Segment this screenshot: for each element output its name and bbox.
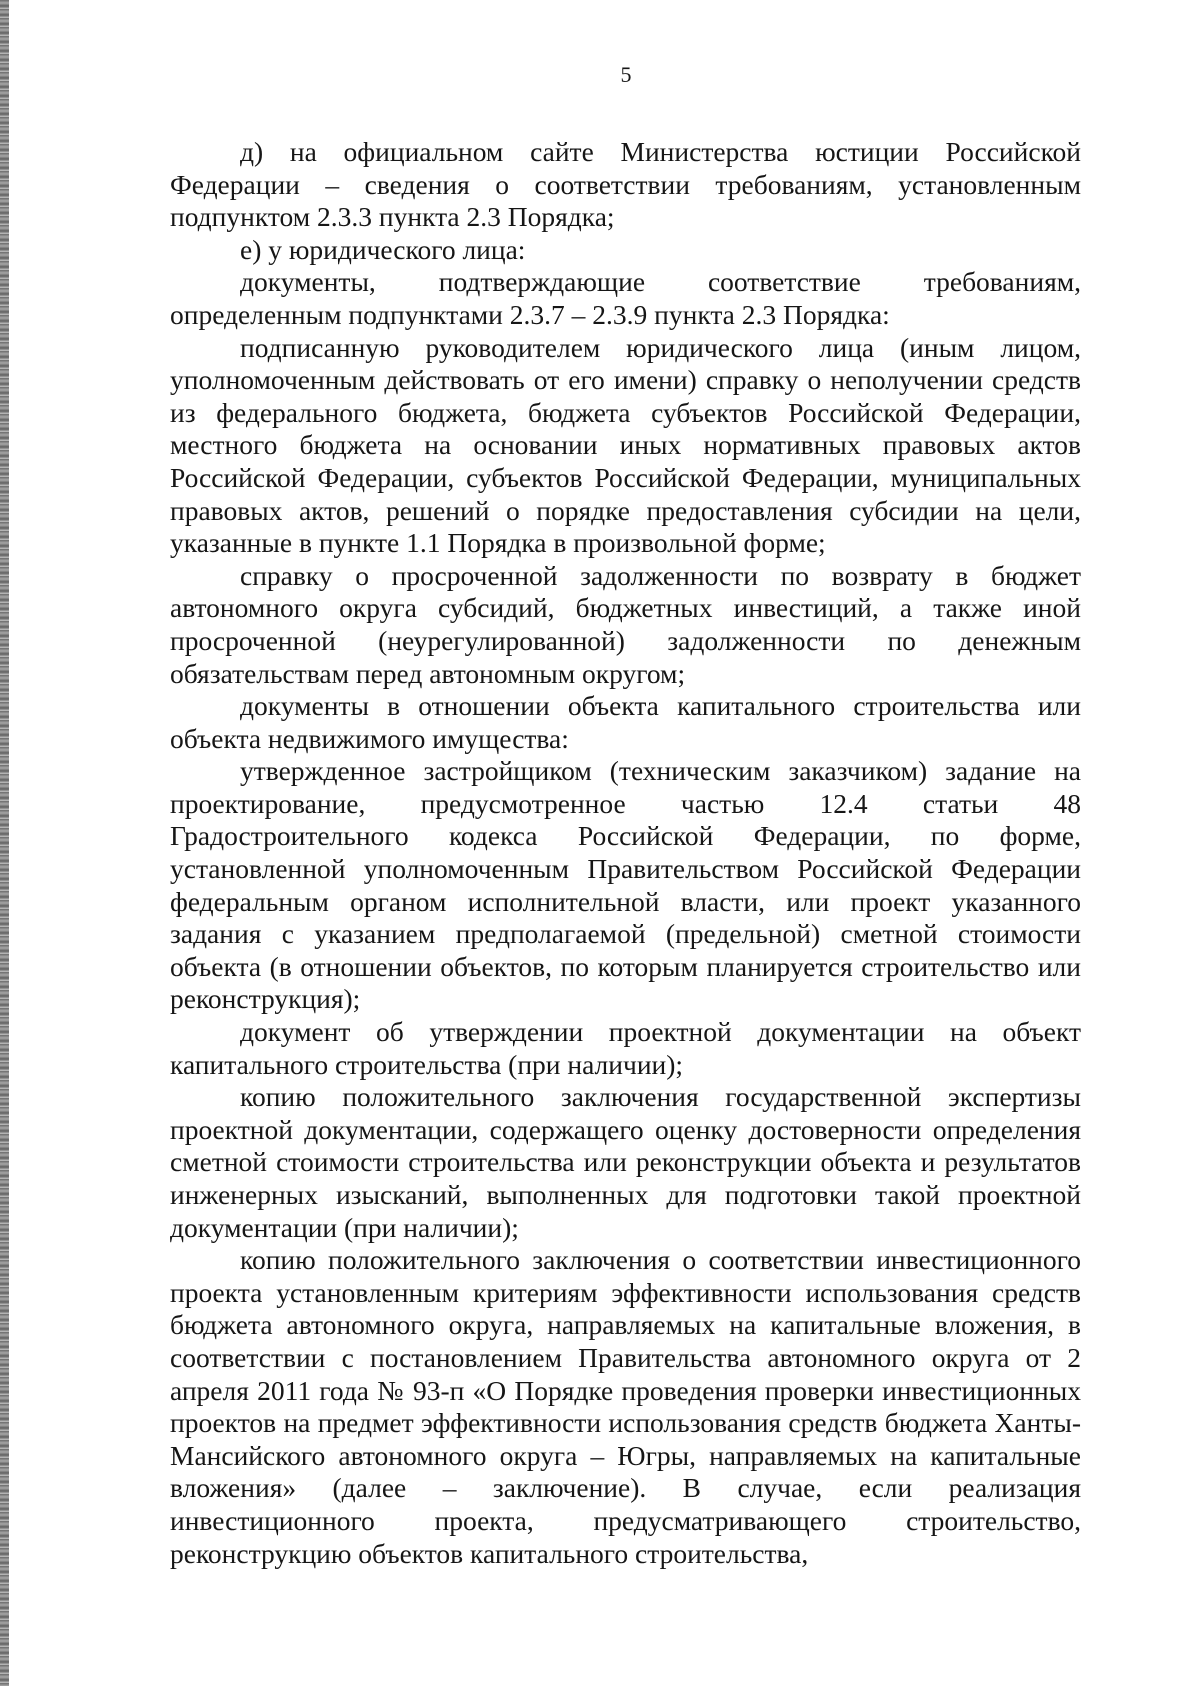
document-body xyxy=(170,136,1081,1570)
paragraph-overdue-debt-certificate: справку о просроченной задолженности по возврату в бюджет автономного округа субсидий, бюджетных инвестиций, а также иной просроченной (неурегулированной) задолженности по денежным обязательствам перед автономным округом; xyxy=(170,559,1081,689)
page-number: 5 xyxy=(620,62,632,87)
paragraph-object-documents: документы в отношении объекта капитального строительства или объекта недвижимого имущества: xyxy=(170,690,1081,754)
paragraph-investment-conclusion: копию положительного заключения о соответствии инвестиционного проекта установленным критериям эффективности использования средств бюджета автономного округа, направляемых на капитальные вложения, в соответствии с постановлением Правительства автономного округа от 2 апреля 2011 года № 93-п «О Порядке проведения проверки инвестиционных проектов на предмет эффективности использования средств бюджета Ханты-Мансийского автономного округа – Югры, направляемых на капитальные вложения» (далее – заключение). В случае, если реализация инвестиционного проекта, предусматривающего строительство, реконструкцию объектов капитального строительства, xyxy=(170,1244,1081,1569)
scan-edge-shadow xyxy=(0,0,9,1686)
paragraph-state-expertise: копию положительного заключения государственной экспертизы проектной документации, содержащего оценку достоверности определения сметной стоимости строительства или реконструкции объекта и результатов инженерных изысканий, выполненных для подготовки такой проектной документации (при наличии); xyxy=(170,1081,1081,1243)
paragraph-e: е) у юридического лица: xyxy=(240,233,526,265)
paragraph-design-assignment: утвержденное застройщиком (техническим заказчиком) задание на проектирование, предусмотренное частью 12.4 статьи 48 Градостроительного кодекса Российской Федерации, по форме, установленной уполномоченным Правительством Российской Федерации федеральным органом исполнительной власти, или проект указанного задания с указанием предполагаемой (предельной) сметной стоимости объекта (в отношении объектов, по которым планируется строительство или реконструкция); xyxy=(170,755,1081,1015)
paragraph-design-approval: документ об утверждении проектной документации на объект капитального строительства (при наличии); xyxy=(170,1016,1081,1080)
paragraph-d: д) на официальном сайте Министерства юстиции Российской Федерации – сведения о соответствии требованиям, установленным подпунктом 2.3.3 пункта 2.3 Порядка; xyxy=(170,136,1081,233)
paragraph-documents-requirements: документы, подтверждающие соответствие требованиям, определенным подпунктами 2.3.7 – 2.3.9 пункта 2.3 Порядка: xyxy=(170,266,1081,330)
paragraph-non-receipt-certificate: подписанную руководителем юридического лица (иным лицом, уполномоченным действовать от его имени) справку о неполучении средств из федерального бюджета, бюджета субъектов Российской Федерации, местного бюджета на основании иных нормативных правовых актов Российской Федерации, субъектов Российской Федерации, муниципальных правовых актов, решений о порядке предоставления субсидии на цели, указанные в пункте 1.1 Порядка в произвольной форме; xyxy=(170,331,1081,559)
